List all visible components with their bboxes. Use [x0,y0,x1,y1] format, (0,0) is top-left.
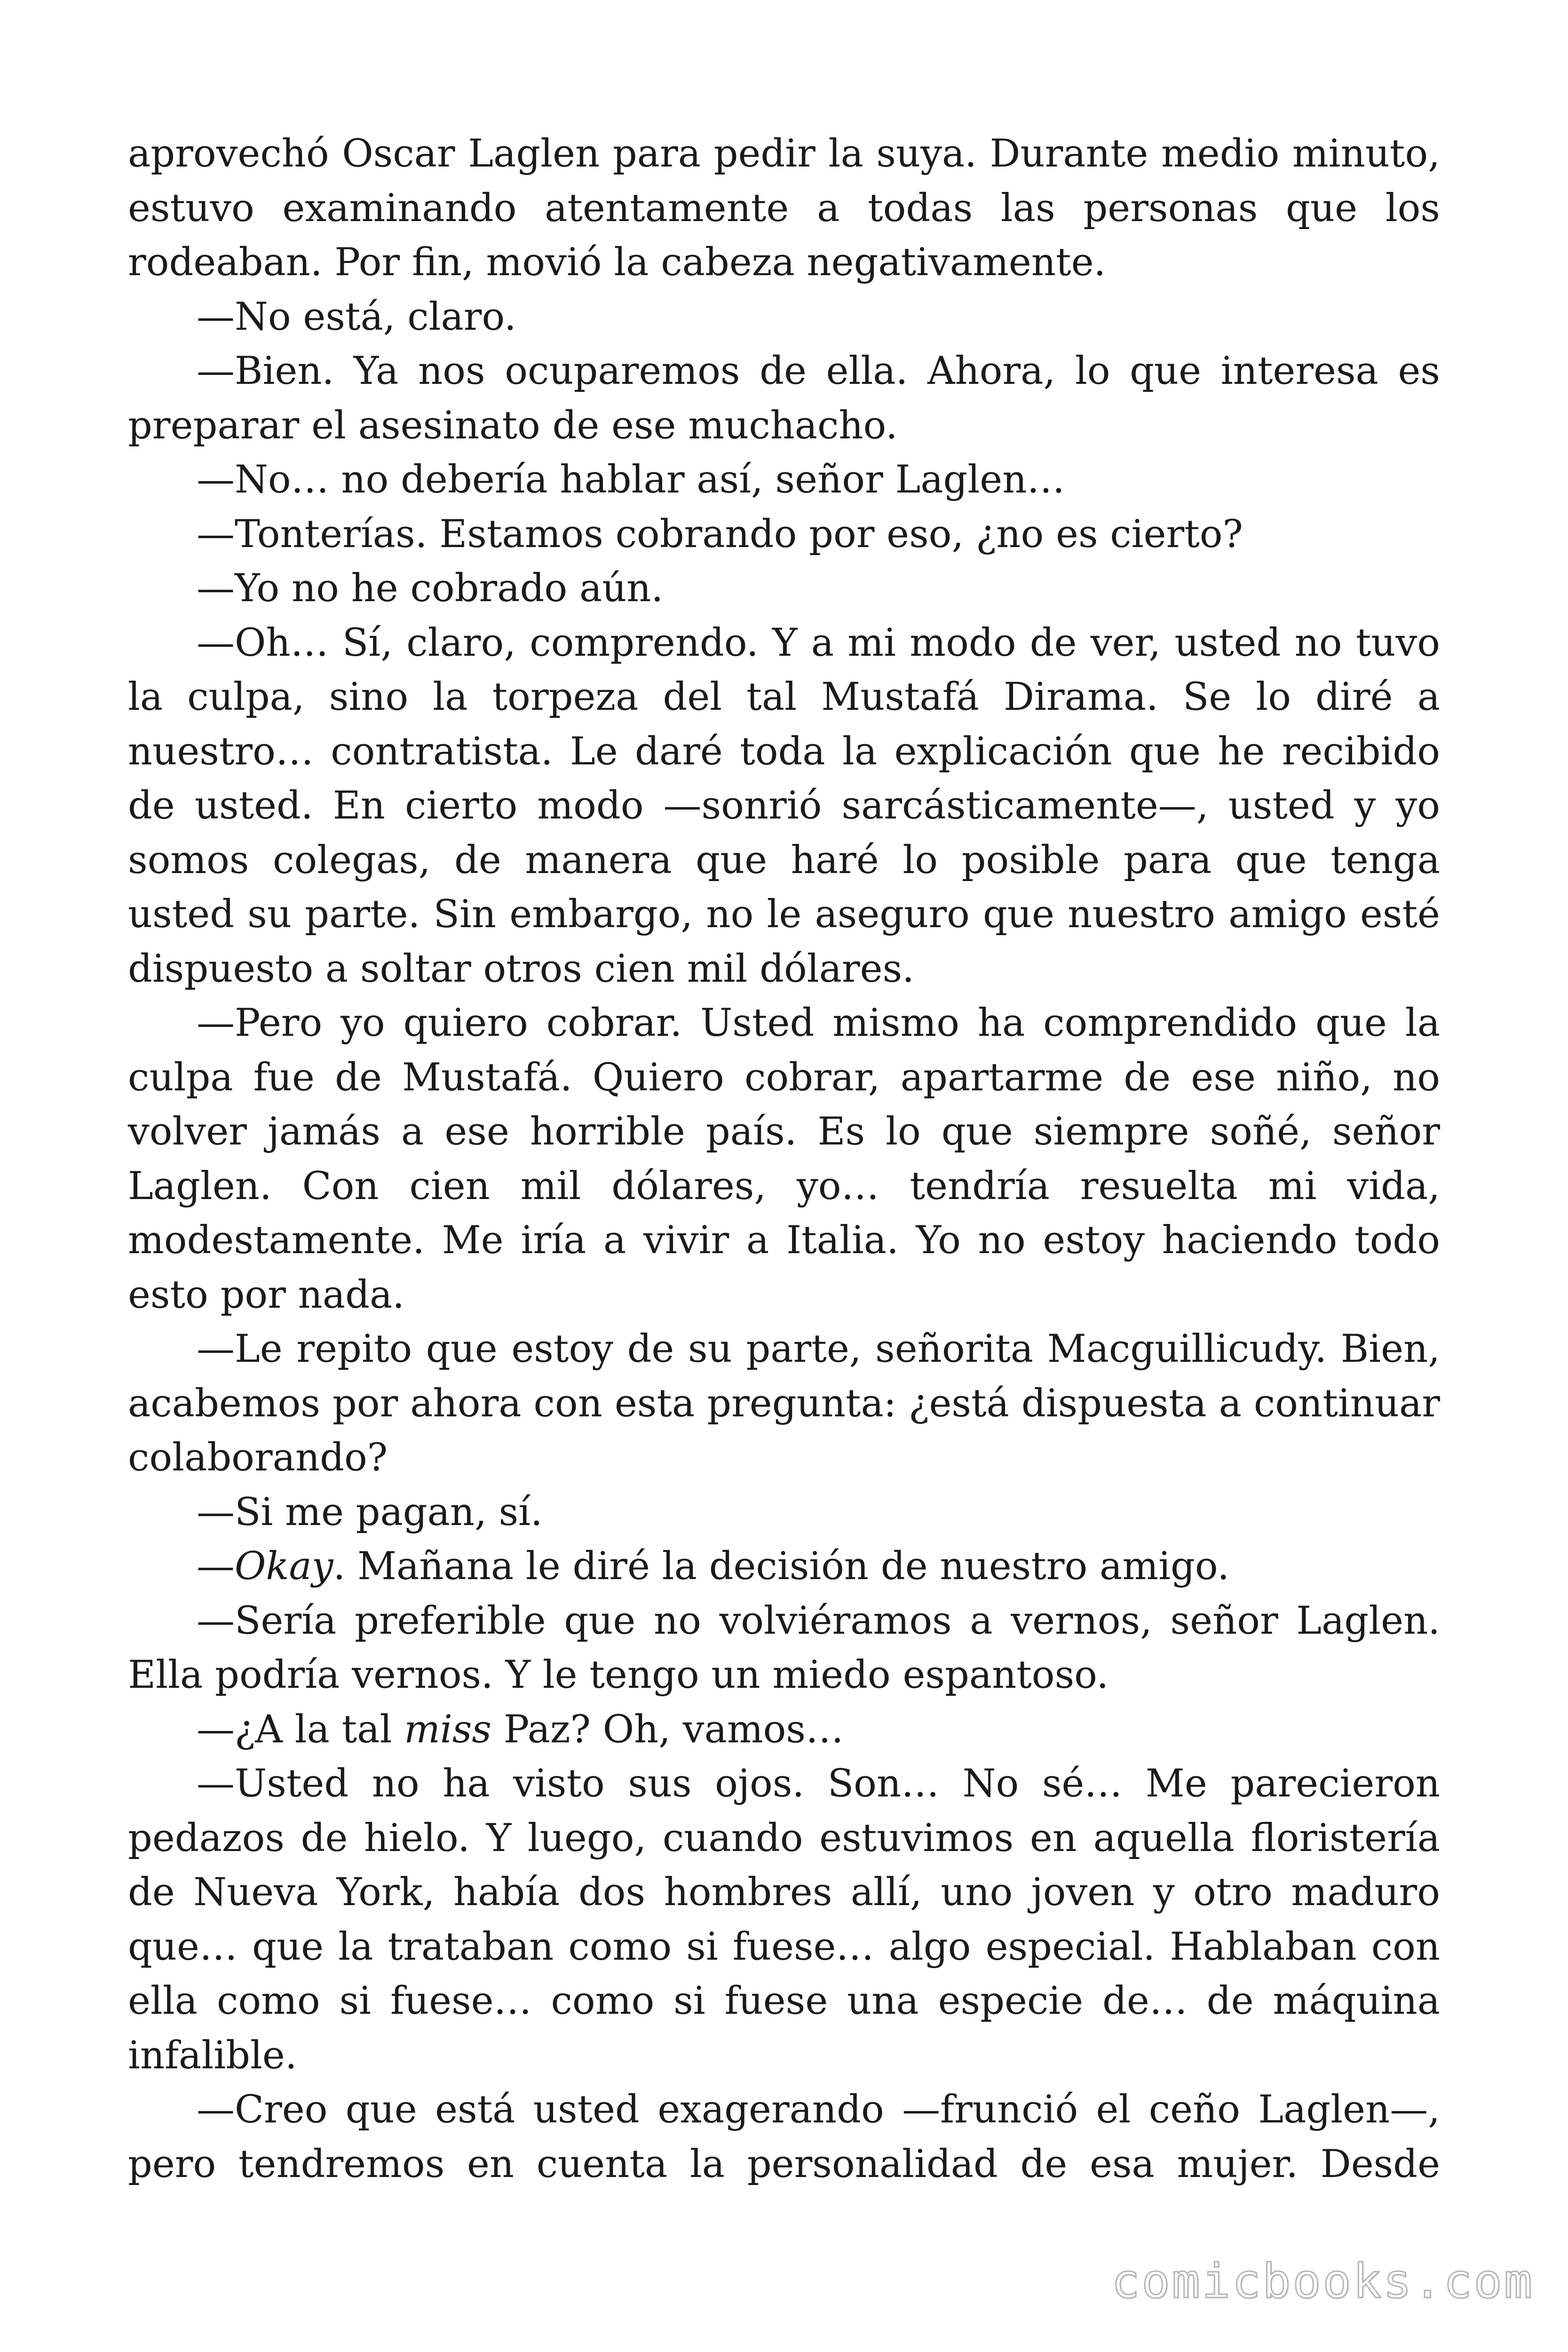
dialogue-paragraph: —No está, claro. [197,294,516,339]
dialogue-paragraph: —Pero yo quiero cobrar. Usted mismo ha comprendido que la culpa fue de Mustafá. Quiero cobrar, apartarme de ese niño, no volver jamás a ese horrible país. Es lo que siempre soñé, señor Laglen. Con cien mil dólares, yo… tendría resuelta mi vida, modestamente. Me iría a vivir a Italia. Yo no estoy haciendo todo esto por nada. [128,1001,1440,1317]
italic-word: miss [404,1707,491,1752]
dialogue-paragraph: —Si me pagan, sí. [197,1490,543,1534]
dialogue-paragraph: —Usted no ha visto sus ojos. Son… No sé… Me parecieron pedazos de hielo. Y luego, cuando estuvimos en aquella floristería de Nueva York, había dos hombres allí, uno joven y otro maduro que… que la trataban como si fuese… algo especial. Hablaban con ella como si fuese… como si fuese una especie de… de máquina infalible. [128,1762,1440,2078]
dialogue-paragraph [128,1703,1440,1757]
dialogue-paragraph: —Creo que está usted exagerando —frunció el ceño Laglen—, pero tendremos en cuenta la personalidad de esa mujer. Desde [128,2088,1440,2186]
dialogue-paragraph: —Oh… Sí, claro, comprendo. Y a mi modo de ver, usted no tuvo la culpa, sino la torpeza del tal Mustafá Dirama. Se lo diré a nuestro… contratista. Le daré toda la explicación que he recibido de usted. En cierto modo —sonrió sarcásticamente—, usted y yo somos colegas, de manera que haré lo posible para que tenga usted su parte. Sin embargo, no le aseguro que nuestro amigo esté dispuesto a soltar otros cien mil dólares. [128,620,1440,991]
paragraph-continuation: aprovechó Oscar Laglen para pedir la suya. Durante medio minuto, estuvo examinando atentamente a todas las personas que los rodeaban. Por fin, movió la cabeza negativamente. [128,132,1440,285]
dialogue-paragraph: —Yo no he cobrado aún. [197,566,664,611]
page-body [128,127,1440,2192]
italic-word: Okay [235,1544,333,1589]
dialogue-paragraph: —Tonterías. Estamos cobrando por eso, ¿no es cierto? [197,512,1243,556]
dialogue-paragraph: —Sería preferible que no volviéramos a vernos, señor Laglen. Ella podría vernos. Y le tengo un miedo espantoso. [128,1598,1440,1697]
dialogue-text: . Mañana le diré la decisión de nuestro amigo. [333,1544,1229,1589]
dialogue-paragraph: —Bien. Ya nos ocuparemos de ella. Ahora, lo que interesa es preparar el asesinato de ese muchacho. [128,349,1440,448]
dialogue-dash: — [197,1544,235,1589]
dialogue-paragraph: —Le repito que estoy de su parte, señorita Macguillicudy. Bien, acabemos por ahora con esta pregunta: ¿está dispuesta a continuar colaborando? [128,1327,1440,1480]
dialogue-text: —¿A la tal [197,1707,404,1752]
dialogue-text: Paz? Oh, vamos… [491,1707,844,1752]
dialogue-paragraph [128,1540,1440,1594]
watermark: comicbooks.com [1111,2254,1534,2309]
dialogue-paragraph: —No… no debería hablar así, señor Laglen… [197,458,1065,502]
